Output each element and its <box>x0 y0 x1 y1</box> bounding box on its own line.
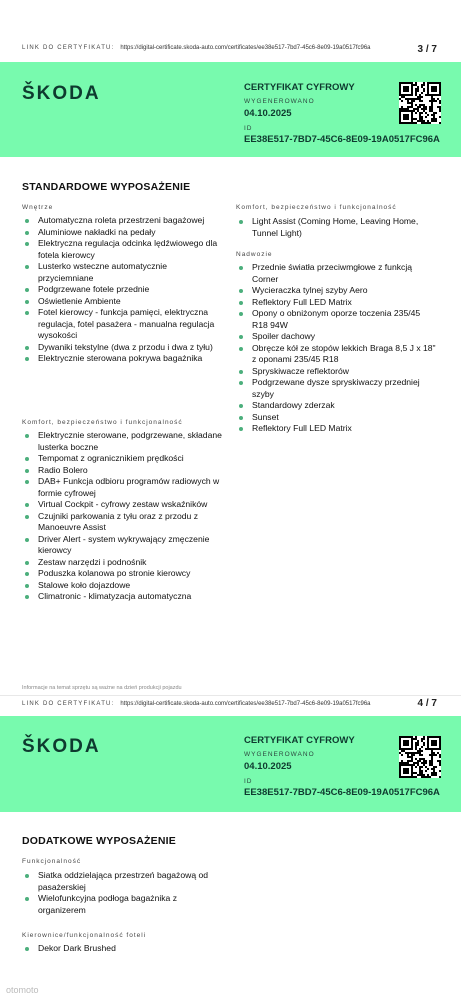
equipment-item: Stalowe koło dojazdowe <box>22 580 222 592</box>
equipment-item: Light Assist (Coming Home, Leaving Home, Tunnel Light) <box>236 216 436 239</box>
certificate-link-label: LINK DO CERTYFIKATU: <box>22 45 115 51</box>
equipment-item: Sunset <box>236 412 436 424</box>
generated-date: 04.10.2025 <box>244 108 292 119</box>
equipment-item: Przednie światła przeciwmgłowe z funkcją Corner <box>236 262 436 285</box>
equipment-list <box>22 215 222 365</box>
equipment-item: Podgrzewane fotele przednie <box>22 284 222 296</box>
certificate-link-url[interactable]: https://digital-certificate.skoda-auto.com/certificates/ee38e517-7bd7-45c6-8e09-19a0517fc96a <box>120 45 371 51</box>
category-label: Kierownice/funkcjonalność foteli <box>22 932 147 939</box>
footer-note: Informacje na temat sprzętu są ważne na dzień produkcji pojazdu <box>22 685 182 691</box>
equipment-item: Reflektory Full LED Matrix <box>236 423 436 435</box>
section-title: DODATKOWE WYPOSAŻENIE <box>22 835 176 847</box>
equipment-item: Obręcze kół ze stopów lekkich Braga 8,5 J x 18" z oponami 235/45 R18 <box>236 343 436 366</box>
certificate-title: CERTYFIKAT CYFROWY <box>244 82 355 93</box>
certificate-header <box>0 62 461 157</box>
certificate-link[interactable] <box>22 45 371 51</box>
equipment-item: Opony o obniżonym oporze toczenia 235/45 R18 94W <box>236 308 436 331</box>
equipment-item: Lusterko wsteczne automatycznie przyciemniane <box>22 261 222 284</box>
equipment-item: Climatronic - klimatyzacja automatyczna <box>22 591 222 603</box>
equipment-item: Siatka oddzielająca przestrzeń bagażową od pasażerskiej <box>22 870 222 893</box>
certificate-link-label: LINK DO CERTYFIKATU: <box>22 701 115 707</box>
equipment-item: Aluminiowe nakładki na pedały <box>22 227 222 239</box>
certificate-id: EE38E517-7BD7-45C6-8E09-19A0517FC96A <box>244 134 440 145</box>
equipment-list <box>22 430 222 603</box>
id-label: ID <box>244 125 253 132</box>
equipment-item: Wycieraczka tylnej szyby Aero <box>236 285 436 297</box>
certificate-header <box>0 716 461 812</box>
certificate-link[interactable] <box>22 701 371 707</box>
equipment-list <box>236 262 436 435</box>
equipment-item: Automatyczna roleta przestrzeni bagażowej <box>22 215 222 227</box>
equipment-item: Spoiler dachowy <box>236 331 436 343</box>
equipment-item: Tempomat z ogranicznikiem prędkości <box>22 453 222 465</box>
section-title: STANDARDOWE WYPOSAŻENIE <box>22 181 191 193</box>
certificate-title: CERTYFIKAT CYFROWY <box>244 735 355 746</box>
equipment-item: Elektrycznie sterowana pokrywa bagażnika <box>22 353 222 365</box>
qr-code-icon <box>399 82 441 124</box>
category-label: Wnętrze <box>22 204 54 211</box>
category-label: Komfort, bezpieczeństwo i funkcjonalność <box>236 204 397 211</box>
id-label: ID <box>244 778 253 785</box>
equipment-item: Czujniki parkowania z tyłu oraz z przodu z Manoeuvre Assist <box>22 511 222 534</box>
page-divider <box>0 695 461 696</box>
equipment-item: Dywaniki tekstylne (dwa z przodu i dwa z tyłu) <box>22 342 222 354</box>
equipment-item: Driver Alert - system wykrywający zmęczenie kierowcy <box>22 534 222 557</box>
equipment-list <box>22 870 222 916</box>
equipment-item: Zestaw narzędzi i podnośnik <box>22 557 222 569</box>
equipment-item: Reflektory Full LED Matrix <box>236 297 436 309</box>
equipment-item: Radio Bolero <box>22 465 222 477</box>
category-label: Komfort, bezpieczeństwo i funkcjonalność <box>22 419 183 426</box>
watermark: otomoto <box>6 985 39 995</box>
equipment-item: Dekor Dark Brushed <box>22 943 222 955</box>
page-number: 4 / 7 <box>417 698 437 709</box>
page-number: 3 / 7 <box>417 44 437 55</box>
equipment-list <box>236 216 436 239</box>
equipment-list <box>22 943 222 955</box>
equipment-item: Elektrycznie sterowane, podgrzewane, składane lusterka boczne <box>22 430 222 453</box>
equipment-item: DAB+ Funkcja odbioru programów radiowych w formie cyfrowej <box>22 476 222 499</box>
equipment-item: Spryskiwacze reflektorów <box>236 366 436 378</box>
qr-code-icon <box>399 736 441 778</box>
generated-label: WYGENEROWANO <box>244 751 315 758</box>
equipment-item: Wielofunkcyjna podłoga bagażnika z organizerem <box>22 893 222 916</box>
category-label: Nadwozie <box>236 251 273 258</box>
equipment-item: Oświetlenie Ambiente <box>22 296 222 308</box>
skoda-logo: ŠKODA <box>22 736 101 757</box>
equipment-item: Virtual Cockpit - cyfrowy zestaw wskaźników <box>22 499 222 511</box>
equipment-item: Podgrzewane dysze spryskiwaczy przedniej szyby <box>236 377 436 400</box>
equipment-item: Elektryczna regulacja odcinka lędźwiowego dla fotela kierowcy <box>22 238 222 261</box>
equipment-item: Poduszka kolanowa po stronie kierowcy <box>22 568 222 580</box>
generated-date: 04.10.2025 <box>244 761 292 772</box>
equipment-item: Standardowy zderzak <box>236 400 436 412</box>
category-label: Funkcjonalność <box>22 858 82 865</box>
certificate-link-url[interactable]: https://digital-certificate.skoda-auto.com/certificates/ee38e517-7bd7-45c6-8e09-19a0517fc96a <box>120 701 371 707</box>
skoda-logo: ŠKODA <box>22 83 101 104</box>
equipment-item: Fotel kierowcy - funkcja pamięci, elektryczna regulacja, fotel pasażera - manualna regulacja wysokości <box>22 307 222 342</box>
certificate-id: EE38E517-7BD7-45C6-8E09-19A0517FC96A <box>244 787 440 798</box>
generated-label: WYGENEROWANO <box>244 98 315 105</box>
